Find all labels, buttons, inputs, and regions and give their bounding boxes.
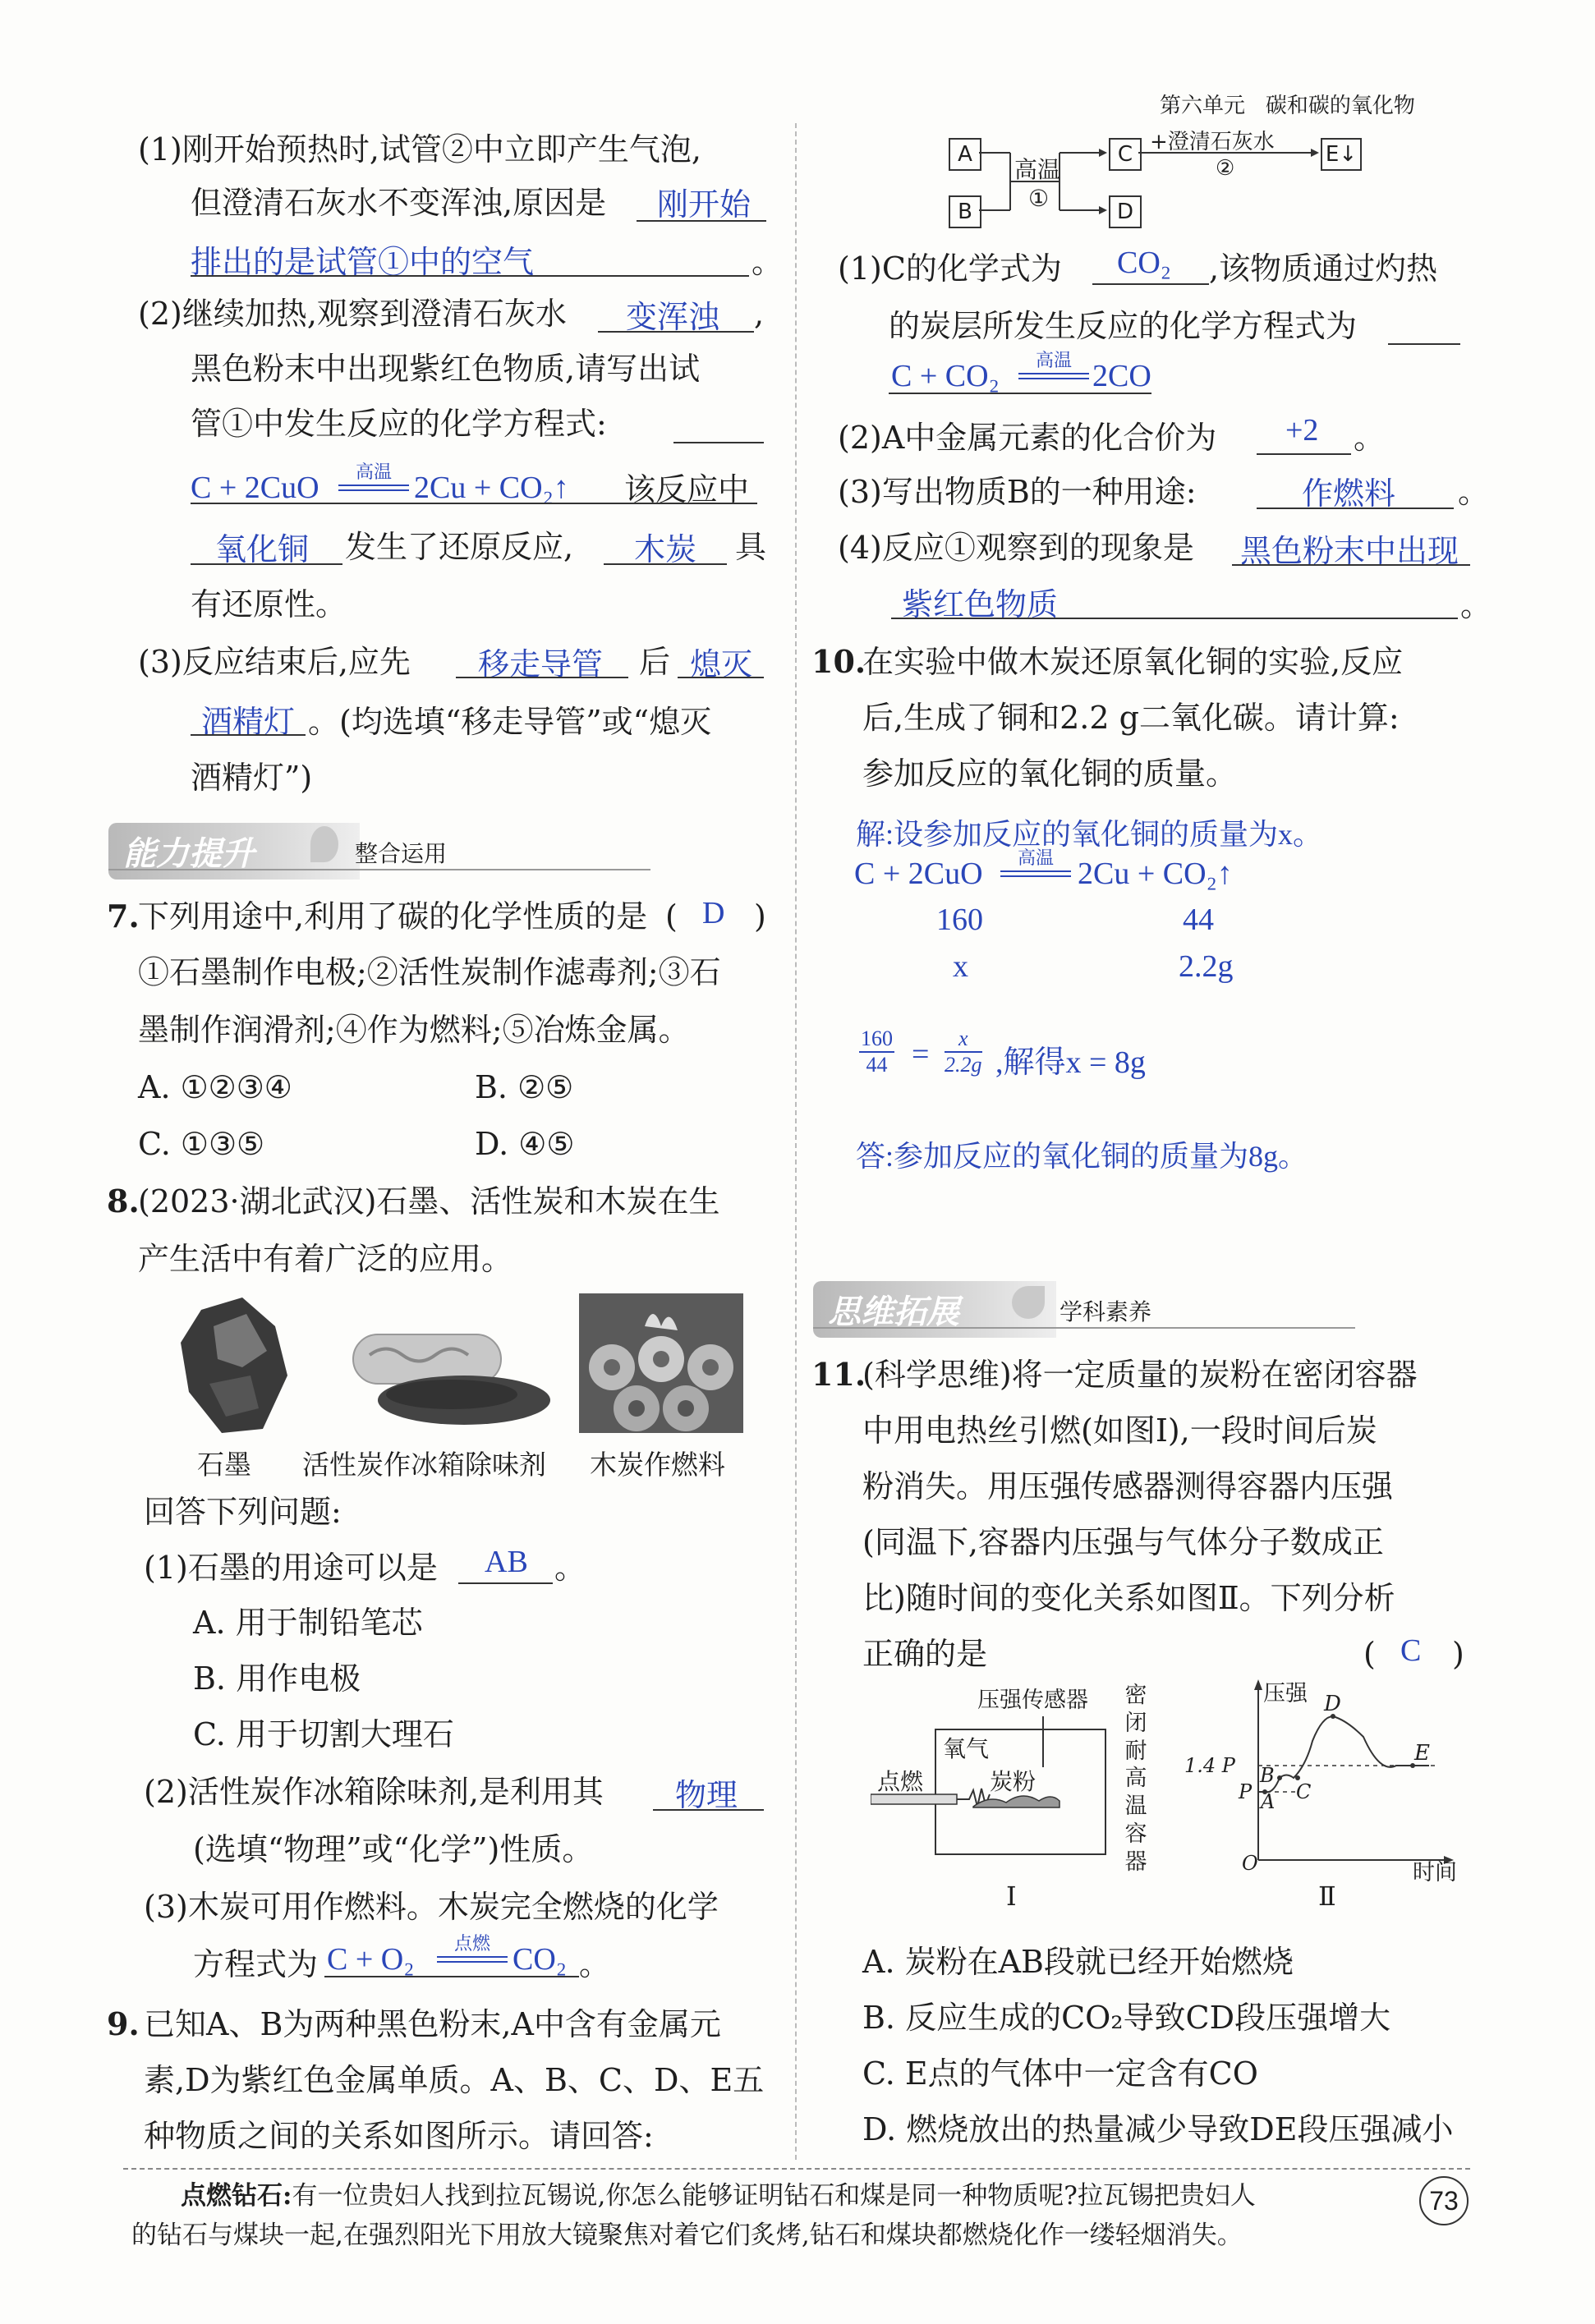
q7-option-d: D. ④⑤ — [475, 1126, 575, 1162]
q10-number: 10. — [811, 643, 866, 680]
side-char-3: 耐 — [1124, 1738, 1147, 1764]
q6-p3-blank3 — [191, 734, 306, 736]
q10-eq-arrow — [1000, 870, 1071, 877]
figure-2-point-d: D — [1324, 1692, 1341, 1716]
figure-2-origin: O — [1242, 1852, 1258, 1875]
activated-carbon-image — [320, 1306, 567, 1433]
q8-p3-eq-left: C + O₂ — [327, 1942, 415, 1977]
q9-number: 9. — [107, 2005, 140, 2042]
q11-option-c: C. E点的气体中一定含有CO — [862, 2055, 1258, 2092]
charcoal-image — [579, 1293, 743, 1433]
q9-p1-line2: 的炭层所发生反应的化学方程式为 — [889, 308, 1358, 344]
q10-answer: 答:参加反应的氧化铜的质量为8g。 — [856, 1140, 1308, 1173]
q10-eq-sign: = — [912, 1037, 930, 1072]
q9-p4-end: 。 — [1460, 587, 1492, 623]
q6-p3-mid: 后 — [639, 644, 671, 680]
q6-p2-line5: 发生了还原反应, — [345, 529, 574, 565]
q8-line1: (2023·湖北武汉)石墨、活性炭和木炭在生 — [138, 1183, 720, 1219]
section-banner-ability: 能力提升 — [108, 823, 360, 880]
page-header — [1160, 89, 1415, 119]
q8-p1-end: 。 — [554, 1550, 586, 1586]
caption-charcoal: 木炭作燃料 — [590, 1449, 725, 1481]
q6-p1-end: 。 — [752, 244, 784, 280]
q10-var-co2: 2.2g — [1179, 949, 1234, 984]
column-divider — [795, 123, 797, 2160]
q7-option-a: A. ①②③④ — [138, 1069, 292, 1105]
q10-eq-left: C + 2CuO — [854, 857, 983, 891]
q6-p3-answer3: 酒精灯 — [201, 705, 296, 740]
q8-p1-answer: AB — [485, 1545, 528, 1579]
q10-frac2-num: x — [945, 1027, 982, 1053]
side-char-6: 容 — [1124, 1821, 1147, 1847]
q8-p1-blank — [458, 1582, 553, 1584]
q9-p4: (4)反应①观察到的现象是 — [838, 530, 1194, 566]
q10-frac1-num: 160 — [859, 1027, 894, 1053]
q6-p2-blank2 — [673, 442, 764, 443]
caption-graphite: 石墨 — [197, 1449, 251, 1481]
q7-stem: 下列用途中,利用了碳的化学性质的是 — [138, 898, 648, 935]
q8-option-a: A. 用于制铅笔芯 — [193, 1605, 423, 1641]
side-char-4: 高 — [1124, 1766, 1147, 1792]
diagram-cond2: +澄清石灰水 — [1150, 130, 1275, 154]
q6-p3-blank2 — [678, 677, 764, 678]
section-rule-2 — [813, 1327, 1355, 1329]
q8-line3: 回答下列问题: — [144, 1494, 342, 1530]
q9-p1-blank2 — [1388, 343, 1460, 345]
figure-1-sensor-label: 压强传感器 — [977, 1688, 1088, 1713]
figure-2-point-a: A — [1261, 1790, 1276, 1813]
q6-p2-eq-condition: 高温 — [355, 462, 392, 483]
figure-2-ylabel: 压强 — [1263, 1681, 1308, 1706]
q9-p1-eq-right: 2CO — [1092, 359, 1151, 393]
section-rule-1 — [108, 869, 650, 870]
q9-line3: 种物质之间的关系如图所示。请回答: — [144, 2118, 654, 2154]
q11-number: 11. — [811, 1356, 866, 1393]
q7-paren-left: ( — [665, 898, 678, 935]
footer-line1: 有一位贵妇人找到拉瓦锡说,你怎么能够证明钻石和煤是同一种物质呢?拉瓦锡把贵妇人 — [292, 2181, 1256, 2211]
figure-2-point-c: C — [1296, 1780, 1312, 1803]
q6-p2-comma: , — [754, 296, 765, 332]
q9-p1-eq-left: C + CO₂ — [891, 359, 1000, 393]
q11-line1: (科学思维)将一定质量的炭粉在密闭容器 — [862, 1357, 1418, 1393]
q8-p2-answer: 物理 — [675, 1779, 738, 1813]
q11-line3: 粉消失。用压强传感器测得容器内压强 — [862, 1468, 1394, 1504]
q9-p1-rest: ,该物质通过灼热 — [1209, 250, 1438, 287]
q8-p3-eq-arrow — [437, 1956, 508, 1963]
q6-p2-blank4 — [191, 563, 342, 565]
q8-p3: (3)木炭可用作燃料。木炭完全燃烧的化学 — [144, 1889, 719, 1925]
diagram-box-a: A — [949, 138, 981, 171]
q6-p1-blank2 — [191, 275, 749, 277]
q6-p2-blank1 — [598, 331, 754, 333]
caption-activated-carbon: 活性炭作冰箱除味剂 — [302, 1449, 546, 1481]
q6-p3-line3: 酒精灯”) — [191, 760, 313, 796]
figure-2-point-b: B — [1260, 1764, 1275, 1787]
q6-p3-blank1 — [456, 677, 628, 678]
q7-line3: 墨制作润滑剂;④作为燃料;⑤冶炼金属。 — [138, 1012, 690, 1048]
q10-fraction2 — [945, 1027, 982, 1077]
q10-solution-setup: 解:设参加反应的氧化铜的质量为x。 — [856, 818, 1323, 851]
q6-p2-eq-right: 2Cu + CO₂↑ — [414, 471, 569, 505]
q9-p2-blank — [1257, 453, 1351, 455]
q6-p1-line2: 但澄清石灰水不变浑浊,原因是 — [191, 185, 607, 221]
footer-label: 点燃钻石: — [181, 2181, 292, 2211]
figure-2-p14-label: 1.4 P — [1184, 1754, 1235, 1777]
q10-eq-condition: 高温 — [1017, 848, 1054, 869]
q6-p2-answer3: 木炭 — [634, 533, 697, 567]
q11-option-a: A. 炭粉在AB段就已经开始燃烧 — [862, 1944, 1294, 1980]
figure-2-caption: Ⅱ — [1318, 1881, 1336, 1912]
footer-line2: 的钻石与煤块一起,在强烈阳光下用放大镜聚焦对着它们炙烤,钻石和煤块都燃烧化作一缕轻烟消失。 — [131, 2221, 1243, 2251]
q8-p3-eq-condition: 点燃 — [453, 1934, 490, 1954]
q6-p2-line3: 管①中发生反应的化学方程式: — [191, 406, 607, 442]
page-number: 73 — [1419, 2176, 1469, 2225]
q9-p1-blank — [1092, 283, 1209, 285]
q9-p4-blank2 — [891, 618, 1458, 619]
q11-line5: 比)随时间的变化关系如图Ⅱ。下列分析 — [862, 1580, 1395, 1616]
banner-rocket-icon — [1012, 1286, 1045, 1319]
footer-rule — [123, 2168, 1470, 2170]
q6-p1-line1: (1)刚开始预热时,试管②中立即产生气泡, — [138, 131, 701, 168]
figure-1-powder-label: 炭粉 — [990, 1768, 1037, 1795]
q7-number: 7. — [107, 898, 140, 935]
q8-p3-blank — [324, 1976, 579, 1977]
diagram-box-b: B — [949, 195, 981, 228]
q7-paren-right: ) — [754, 898, 766, 935]
section-banner-ability-sub: 整合运用 — [355, 840, 448, 867]
graphite-image — [177, 1293, 292, 1437]
q9-p4-answer-b: 紫红色物质 — [902, 588, 1059, 622]
q8-option-b: B. 用作电极 — [193, 1660, 361, 1697]
q6-p2-line2: 黑色粉末中出现紫红色物质,请写出试 — [191, 351, 701, 387]
q11-paren-left: ( — [1363, 1636, 1376, 1672]
q6-p2-eq-left: C + 2CuO — [191, 471, 319, 505]
q8-p3-end: 。 — [579, 1946, 611, 1982]
q6-p2-line1: (2)继续加热,观察到澄清石灰水 — [138, 296, 567, 332]
q6-p2-eq-arrow — [338, 485, 409, 491]
q10-var-x: x — [953, 949, 968, 984]
diagram-num1: ① — [1028, 185, 1050, 212]
q8-p2-blank — [653, 1809, 764, 1811]
figure-1-side-label — [1124, 1682, 1148, 1876]
figure-1-ignite-label: 点燃 — [877, 1768, 924, 1795]
q6-p1-answer-b: 排出的是试管①中的空气 — [191, 246, 535, 280]
q9-p1: (1)C的化学式为 — [838, 250, 1062, 287]
figure-1-oxygen-label: 氧气 — [943, 1735, 990, 1762]
diagram-box-e: E↓ — [1321, 138, 1362, 171]
side-char-7: 器 — [1124, 1849, 1147, 1875]
q7-answer: D — [702, 896, 725, 930]
figure-1-caption: Ⅰ — [1006, 1881, 1017, 1912]
q11-paren-right: ) — [1452, 1636, 1464, 1672]
figure-2-p0-label: P — [1239, 1780, 1253, 1803]
q9-p2-answer: +2 — [1285, 413, 1319, 448]
q9-p4-answer-a: 黑色粉末中出现 — [1240, 535, 1459, 569]
q9-p1-eq-arrow — [1018, 373, 1089, 379]
q6-p3-line2: 。(均选填“移走导管”或“熄灭 — [308, 704, 712, 740]
q9-p1-blank3 — [889, 393, 1151, 394]
q8-p3-eq-right: CO₂ — [513, 1942, 568, 1977]
q11-line6: 正确的是 — [862, 1636, 988, 1672]
footer-note — [131, 2176, 1429, 2255]
diagram-num2: ② — [1216, 156, 1235, 181]
figure-2-point-e: E — [1414, 1741, 1430, 1766]
q6-p2-line4: 该反应中 — [624, 471, 750, 508]
q10-line2: 后,生成了铜和2.2 g二氧化碳。请计算: — [862, 700, 1400, 736]
q10-solve: ,解得x = 8g — [995, 1045, 1146, 1080]
q9-line1: 已知A、B为两种黑色粉末,A中含有金属元 — [144, 2006, 721, 2042]
q10-line1: 在实验中做木炭还原氧化铜的实验,反应 — [862, 644, 1404, 680]
q6-p2-blank3 — [191, 503, 757, 504]
q6-p2-answer2: 氧化铜 — [215, 533, 310, 567]
q11-line4: (同温下,容器内压强与气体分子数成正 — [862, 1524, 1384, 1560]
diagram-box-c: C — [1109, 138, 1142, 171]
q6-p3-answer2: 熄灭 — [690, 648, 753, 682]
q11-option-d: D. 燃烧放出的热量减少导致DE段压强减小 — [862, 2111, 1454, 2147]
q7-option-c: C. ①③⑤ — [138, 1126, 265, 1162]
q11-answer: C — [1400, 1633, 1422, 1668]
q6-p3-answer1: 移走导管 — [478, 648, 604, 682]
q9-line2: 素,D为紫红色金属单质。A、B、C、D、E五 — [144, 2062, 765, 2098]
q6-p3-line1: (3)反应结束后,应先 — [138, 644, 411, 680]
q10-eq-right: 2Cu + CO₂↑ — [1078, 857, 1233, 891]
q9-p3-answer: 作燃料 — [1302, 477, 1396, 512]
q9-p2-end: 。 — [1354, 420, 1386, 456]
q11-line2: 中用电热丝引燃(如图Ⅰ),一段时间后炭 — [862, 1412, 1377, 1449]
q7-line2: ①石墨制作电极;②活性炭制作滤毒剂;③石 — [138, 954, 721, 990]
diagram-box-d: D — [1109, 195, 1142, 228]
section-banner-thinking-sub: 学科素养 — [1060, 1298, 1152, 1325]
section-banner-thinking: 思维拓展 — [813, 1281, 1056, 1338]
unit-topic: 碳和碳的氧化物 — [1265, 94, 1415, 118]
q11-option-b: B. 反应生成的CO₂导致CD段压强增大 — [862, 2000, 1391, 2036]
q6-p2-blank5 — [604, 563, 727, 565]
figure-2-xlabel: 时间 — [1413, 1860, 1457, 1885]
q10-mass-cuo: 160 — [936, 903, 983, 937]
q8-option-c: C. 用于切割大理石 — [193, 1716, 454, 1752]
q9-p4-blank — [1232, 564, 1470, 566]
q6-p2-answer1: 变浑浊 — [626, 301, 720, 335]
q8-p3-line2: 方程式为 — [193, 1946, 319, 1982]
q8-p2-line2: (选填“物理”或“化学”)性质。 — [193, 1831, 594, 1867]
q9-p3: (3)写出物质B的一种用途: — [838, 474, 1197, 510]
side-char-5: 温 — [1124, 1794, 1147, 1819]
side-char-2: 闭 — [1124, 1710, 1147, 1736]
q8-p2: (2)活性炭作冰箱除味剂,是利用其 — [144, 1774, 604, 1810]
unit-label: 第六单元 — [1160, 94, 1246, 118]
q6-p2-line6: 有还原性。 — [191, 586, 347, 622]
q8-number: 8. — [107, 1183, 140, 1219]
q8-line2: 产生活中有着广泛的应用。 — [138, 1241, 513, 1277]
q9-p3-blank — [1257, 508, 1454, 509]
q7-option-b: B. ②⑤ — [475, 1069, 574, 1105]
q9-p3-end: 。 — [1458, 474, 1490, 510]
q10-line3: 参加反应的氧化铜的质量。 — [862, 756, 1238, 792]
side-char-1: 密 — [1124, 1683, 1147, 1708]
q10-mass-co2: 44 — [1183, 903, 1214, 937]
q10-fraction1 — [859, 1027, 894, 1077]
q9-p2: (2)A中金属元素的化合价为 — [838, 420, 1217, 456]
q10-frac2-den: 2.2g — [945, 1053, 982, 1077]
q9-p1-eq-condition: 高温 — [1035, 351, 1072, 371]
q9-p1-answer: CO₂ — [1117, 246, 1172, 280]
diagram-cond1: 高温 — [1014, 156, 1061, 183]
banner-leaf-icon — [310, 826, 338, 862]
q10-frac1-den: 44 — [866, 1053, 888, 1077]
q6-p2-line5b: 具 — [735, 529, 767, 565]
q8-p1: (1)石墨的用途可以是 — [144, 1550, 438, 1586]
q6-p1-answer-a: 刚开始 — [657, 188, 752, 223]
